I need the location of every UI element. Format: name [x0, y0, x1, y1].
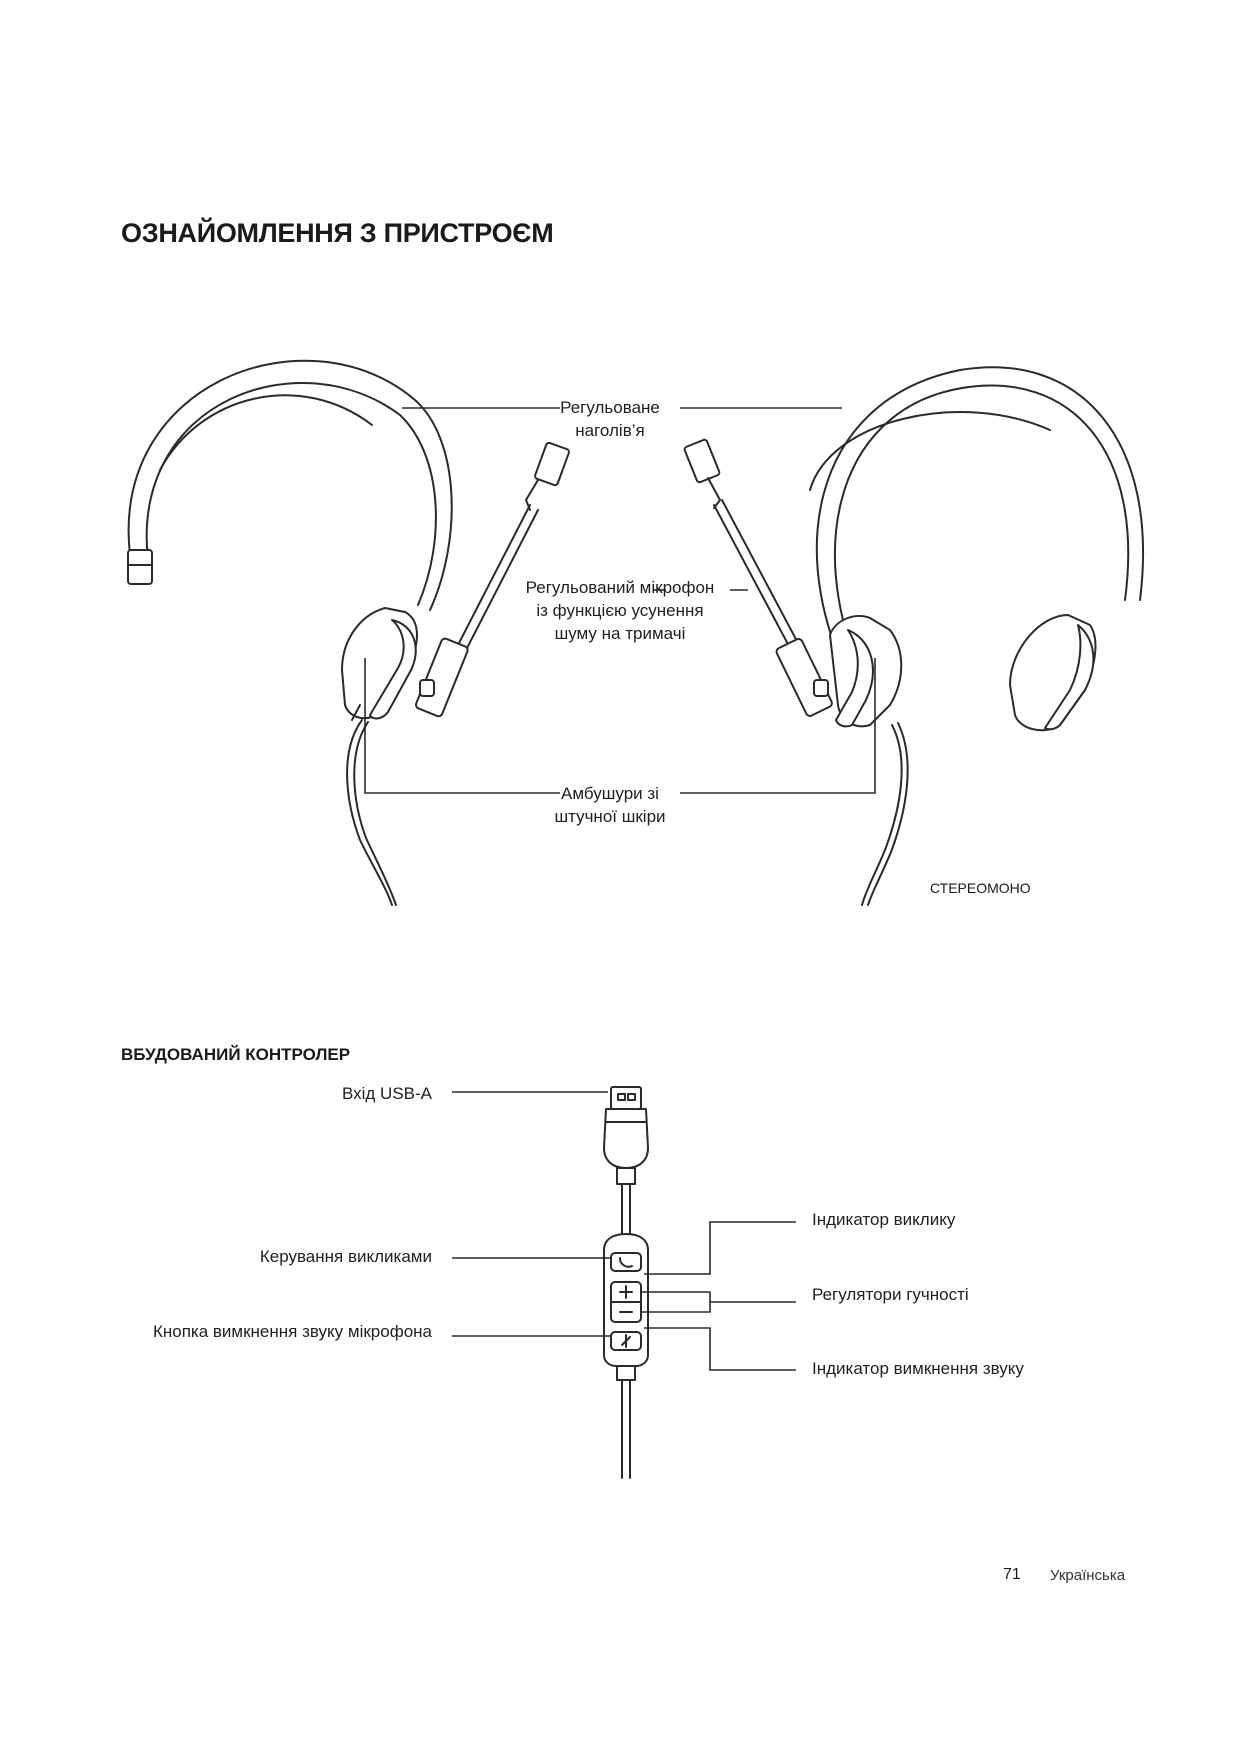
call-control-label: Керування викликами [259, 1247, 432, 1266]
inline-controller-illustration [604, 1087, 648, 1478]
mute-indicator-label: Індикатор вимкнення звуку [812, 1359, 1024, 1378]
usb-input-label: Вхід USB-A [341, 1084, 432, 1103]
earpads-label-line-2: штучної шкіри [554, 807, 666, 826]
microphone-label-line-1: Регульований мікрофон [525, 578, 715, 597]
mute-button-label: Кнопка вимкнення звуку мікрофона [152, 1322, 432, 1341]
stereo-mono-caption: СТЕРЕОМОНО [930, 880, 1031, 896]
earpads-label [530, 782, 690, 828]
page-number: 71 [1003, 1566, 1021, 1583]
microphone-label-line-3: шуму на тримачі [554, 624, 686, 643]
call-indicator-label: Індикатор виклику [812, 1210, 956, 1229]
headband-label-line-2: наголів’я [575, 421, 645, 440]
stereo-headset-illustration [684, 367, 1143, 905]
headband-label [530, 396, 690, 442]
page-title: ОЗНАЙОМЛЕННЯ З ПРИСТРОЄМ [121, 218, 554, 248]
volume-controls-label: Регулятори гучності [812, 1285, 969, 1304]
controller-section-title: ВБУДОВАНИЙ КОНТРОЛЕР [121, 1045, 351, 1064]
headband-label-line-1: Регульоване [560, 398, 660, 417]
earpads-label-line-1: Амбушури зі [561, 784, 659, 803]
microphone-label-line-2: із функцією усунення [536, 601, 704, 620]
footer-language: Українська [1050, 1567, 1126, 1584]
microphone-label [500, 576, 740, 645]
